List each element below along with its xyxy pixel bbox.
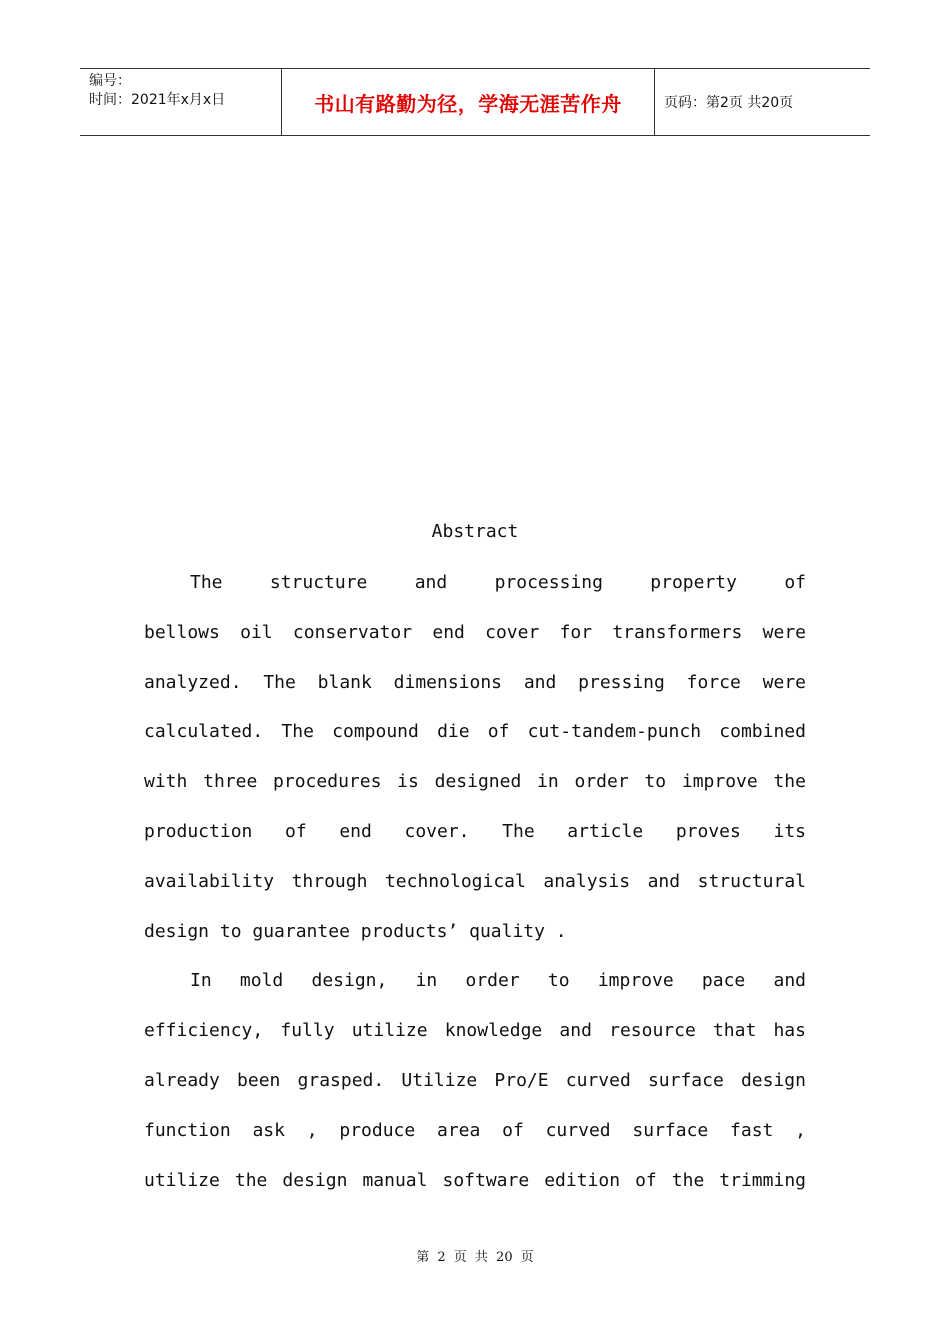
text-line: already been grasped. Utilize Pro/E curved surface design [144, 1069, 806, 1091]
text-line: calculated. The compound die of cut-tandem-punch combined [144, 721, 806, 743]
text-line: function ask , produce area of curved surface fast , [144, 1119, 806, 1141]
page-footer: 第 2 页 共 20 页 [416, 1250, 534, 1265]
paragraph-1 [144, 558, 806, 956]
abstract-title: Abstract [431, 521, 519, 542]
text-line: production of end cover. The article proves its [144, 820, 806, 842]
text-line: The structure and processing property of [190, 572, 806, 593]
text-line: analyzed. The blank dimensions and pressing force were [144, 671, 806, 693]
text-line: bellows oil conservator end cover for transformers were [144, 621, 806, 643]
text-line: with three procedures is designed in order to improve the [144, 771, 806, 793]
text-line: utilize the design manual software edition of the trimming [144, 1169, 806, 1191]
header-meta [80, 69, 282, 135]
text-line: In mold design, in order to improve pace and [190, 970, 806, 992]
abstract-body [144, 558, 806, 1205]
header-motto [282, 69, 655, 135]
page-header [80, 68, 870, 136]
date-label: 时间：2021年x月x日 [89, 92, 226, 108]
text-line: efficiency, fully utilize knowledge and resource that has [144, 1020, 806, 1042]
motto-text: 书山有路勤为径，学海无涯苦作舟 [314, 91, 622, 116]
text-line: design to guarantee products’ quality . [144, 920, 567, 942]
number-label: 编号： [89, 73, 131, 89]
page-label: 页码：第2页 共20页 [664, 95, 794, 111]
header-page [655, 69, 870, 135]
paragraph-2 [144, 956, 806, 1205]
text-line: availability through technological analysis and structural [144, 870, 806, 892]
